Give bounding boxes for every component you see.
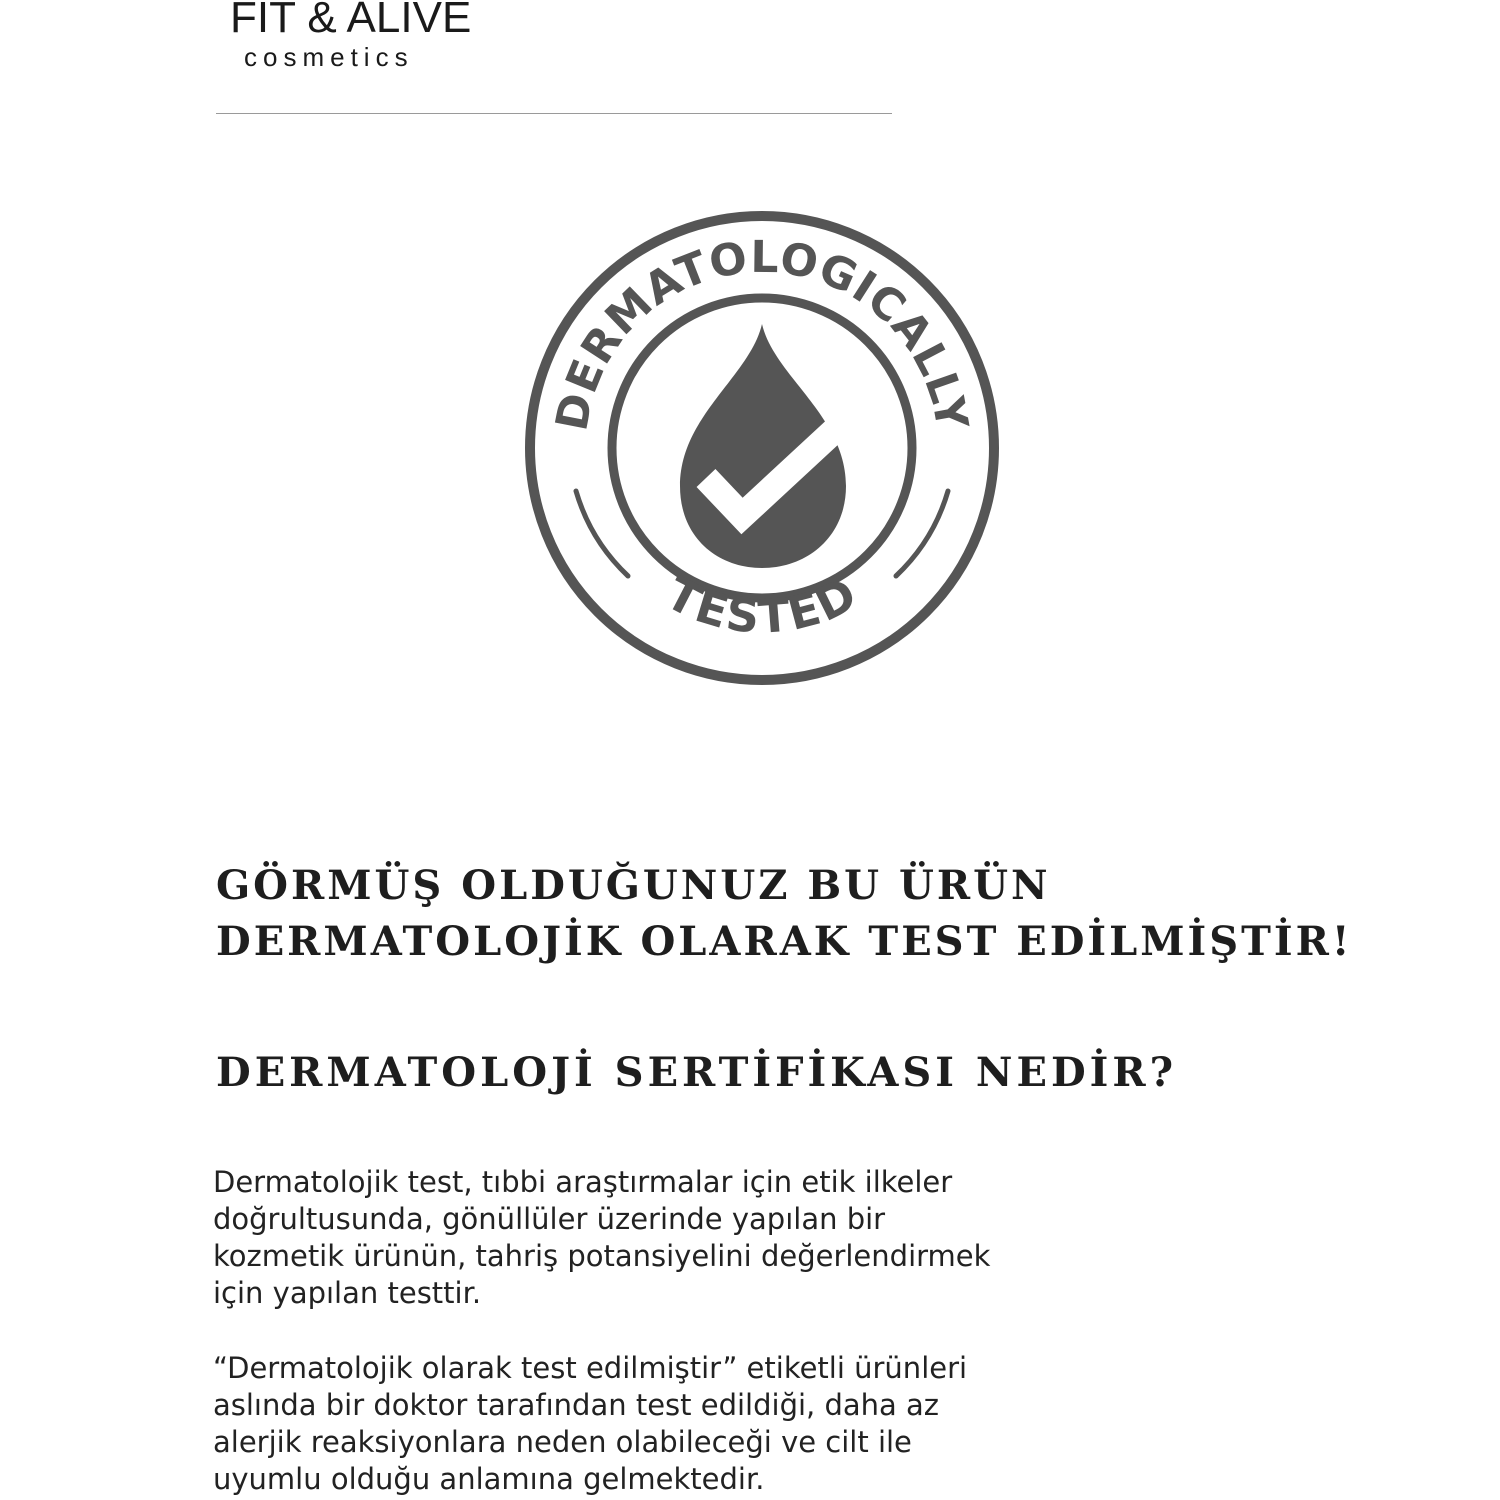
badge-bottom-text: TESTED xyxy=(657,565,867,645)
header-divider xyxy=(216,113,892,114)
paragraph-line: kozmetik ürünün, tahriş potansiyelini değerlendirmek xyxy=(213,1239,991,1273)
drop-check-icon xyxy=(680,324,850,568)
main-heading xyxy=(216,858,1376,970)
brand-name: FIT & ALIVE xyxy=(230,0,472,42)
badge-top-text: DERMATOLOGICALLY xyxy=(546,231,978,435)
brand-logo xyxy=(230,0,480,72)
paragraph-line: aslında bir doktor tarafından test edildiği, daha az xyxy=(213,1388,940,1422)
section-heading: DERMATOLOJİ SERTİFİKASI NEDİR? xyxy=(216,1049,1178,1096)
brand-subtitle: cosmetics xyxy=(244,42,414,72)
dermatologically-tested-badge xyxy=(520,206,1004,690)
paragraph-line: için yapılan testtir. xyxy=(213,1276,482,1310)
paragraph-line: alerjik reaksiyonlara neden olabileceği ve cilt ile xyxy=(213,1425,912,1459)
paragraph-line: uyumlu olduğu anlamına gelmektedir. xyxy=(213,1462,765,1496)
paragraph-meaning xyxy=(213,1350,1113,1498)
main-heading-line-1: GÖRMÜŞ OLDUĞUNUZ BU ÜRÜN xyxy=(216,862,1051,909)
main-heading-line-2: DERMATOLOJİK OLARAK TEST EDİLMİŞTİR! xyxy=(216,918,1353,965)
paragraph-line: doğrultusunda, gönüllüler üzerinde yapılan bir xyxy=(213,1202,886,1236)
paragraph-line: Dermatolojik test, tıbbi araştırmalar için etik ilkeler xyxy=(213,1165,953,1199)
paragraph-line: “Dermatolojik olarak test edilmiştir” etiketli ürünleri xyxy=(213,1351,968,1385)
paragraph-definition xyxy=(213,1164,1113,1312)
